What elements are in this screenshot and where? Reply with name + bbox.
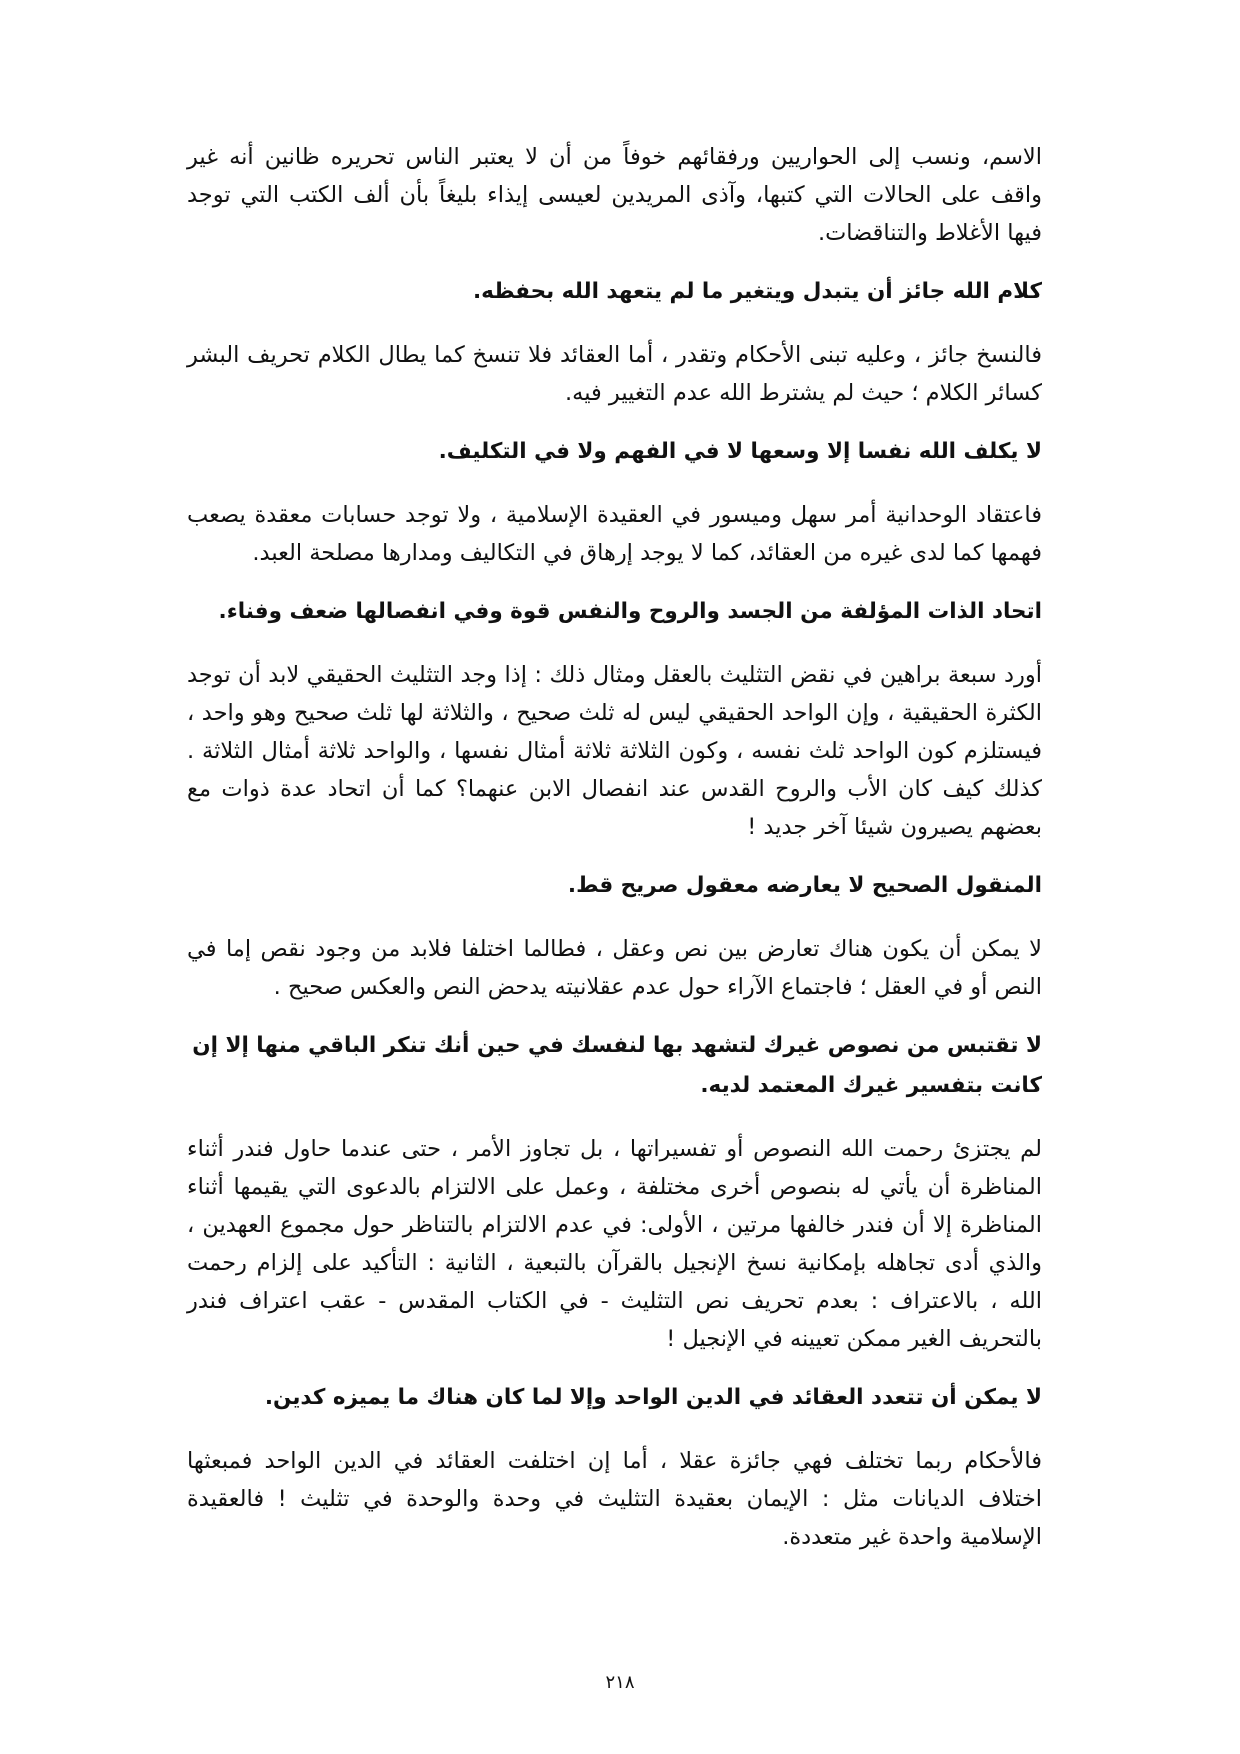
heading-5: لا تقتبس من نصوص غيرك لتشهد بها لنفسك في حين أنك تنكر الباقي منها إلا إن كانت بتفسير غيرك المعتمد لديه. [192,1033,1042,1098]
heading-4: المنقول الصحيح لا يعارضه معقول صريح قط. [567,873,1042,898]
heading-3: اتحاد الذات المؤلفة من الجسد والروح والنفس قوة وفي انفصالها ضعف وفناء. [218,599,1042,624]
paragraph-6: لم يجتزئ رحمت الله النصوص أو تفسيراتها ، بل تجاوز الأمر ، حتى عندما حاول فندر أثناء المناظرة أن يأتي له بنصوص أخرى مختلفة ، وعمل على الالتزام بالدعوى التي يقيمها أثناء المناظرة إلا أن فندر خالفها مرتين ، الأولى: في عدم الالتزام بالتناظر حول مجموع العهدين ، والذي أدى تجاهله بإمكانية نسخ الإنجيل بالقرآن بالتبعية ، الثانية : التأكيد على إلزام رحمت الله ، بالاعتراف : بعدم تحريف نص التثليث - في الكتاب المقدس - عقب اعتراف فندر بالتحريف الغير ممكن تعيينه في الإنجيل ! [187,1136,1042,1352]
heading-2: لا يكلف الله نفسا إلا وسعها لا في الفهم ولا في التكليف. [438,439,1042,464]
paragraph-5: لا يمكن أن يكون هناك تعارض بين نص وعقل ، فطالما اختلفا فلابد من وجود نقص إما في النص أو في العقل ؛ فاجتماع الآراء حول عدم عقلانيته يدحض النص والعكس صحيح . [187,936,1042,1000]
heading-6: لا يمكن أن تتعدد العقائد في الدين الواحد وإلا لما كان هناك ما يميزه كدين. [264,1385,1042,1410]
paragraph-4: أورد سبعة براهين في نقض التثليث بالعقل ومثال ذلك : إذا وجد التثليث الحقيقي لابد أن توجد الكثرة الحقيقية ، وإن الواحد الحقيقي ليس له ثلث صحيح ، والثلاثة لها ثلث صحيح وهو واحد ، فيستلزم كون الواحد ثلث نفسه ، وكون الثلاثة ثلاثة أمثال نفسها ، والواحد ثلاثة أمثال الثلاثة . كذلك كيف كان الأب والروح القدس عند انفصال الابن عنهما؟ كما أن اتحاد عدة ذوات مع بعضهم يصيرون شيئا آخر جديد ! [187,662,1042,840]
heading-1: كلام الله جائز أن يتبدل ويتغير ما لم يتعهد الله بحفظه. [473,279,1042,304]
page-body [187,138,1042,1576]
page-number: ٢١٨ [605,1672,635,1693]
paragraph-1: الاسم، ونسب إلى الحواريين ورفقائهم خوفاً من أن لا يعتبر الناس تحريره ظانين أنه غير واقف على الحالات التي كتبها، وآذى المريدين لعيسى إيذاء بليغاً بأن ألف الكتب التي توجد فيها الأغلاط والتناقضات. [187,144,1042,246]
paragraph-7: فالأحكام ربما تختلف فهي جائزة عقلا ، أما إن اختلفت العقائد في الدين الواحد فمبعثها اختلاف الديانات مثل : الإيمان بعقيدة التثليث في وحدة والوحدة في تثليث ! فالعقيدة الإسلامية واحدة غير متعددة. [187,1448,1042,1550]
paragraph-3: فاعتقاد الوحدانية أمر سهل وميسور في العقيدة الإسلامية ، ولا توجد حسابات معقدة يصعب فهمها كما لدى غيره من العقائد، كما لا يوجد إرهاق في التكاليف ومدارها مصلحة العبد. [187,502,1042,566]
paragraph-2: فالنسخ جائز ، وعليه تبنى الأحكام وتقدر ، أما العقائد فلا تنسخ كما يطال الكلام تحريف البشر كسائر الكلام ؛ حيث لم يشترط الله عدم التغيير فيه. [187,342,1042,406]
